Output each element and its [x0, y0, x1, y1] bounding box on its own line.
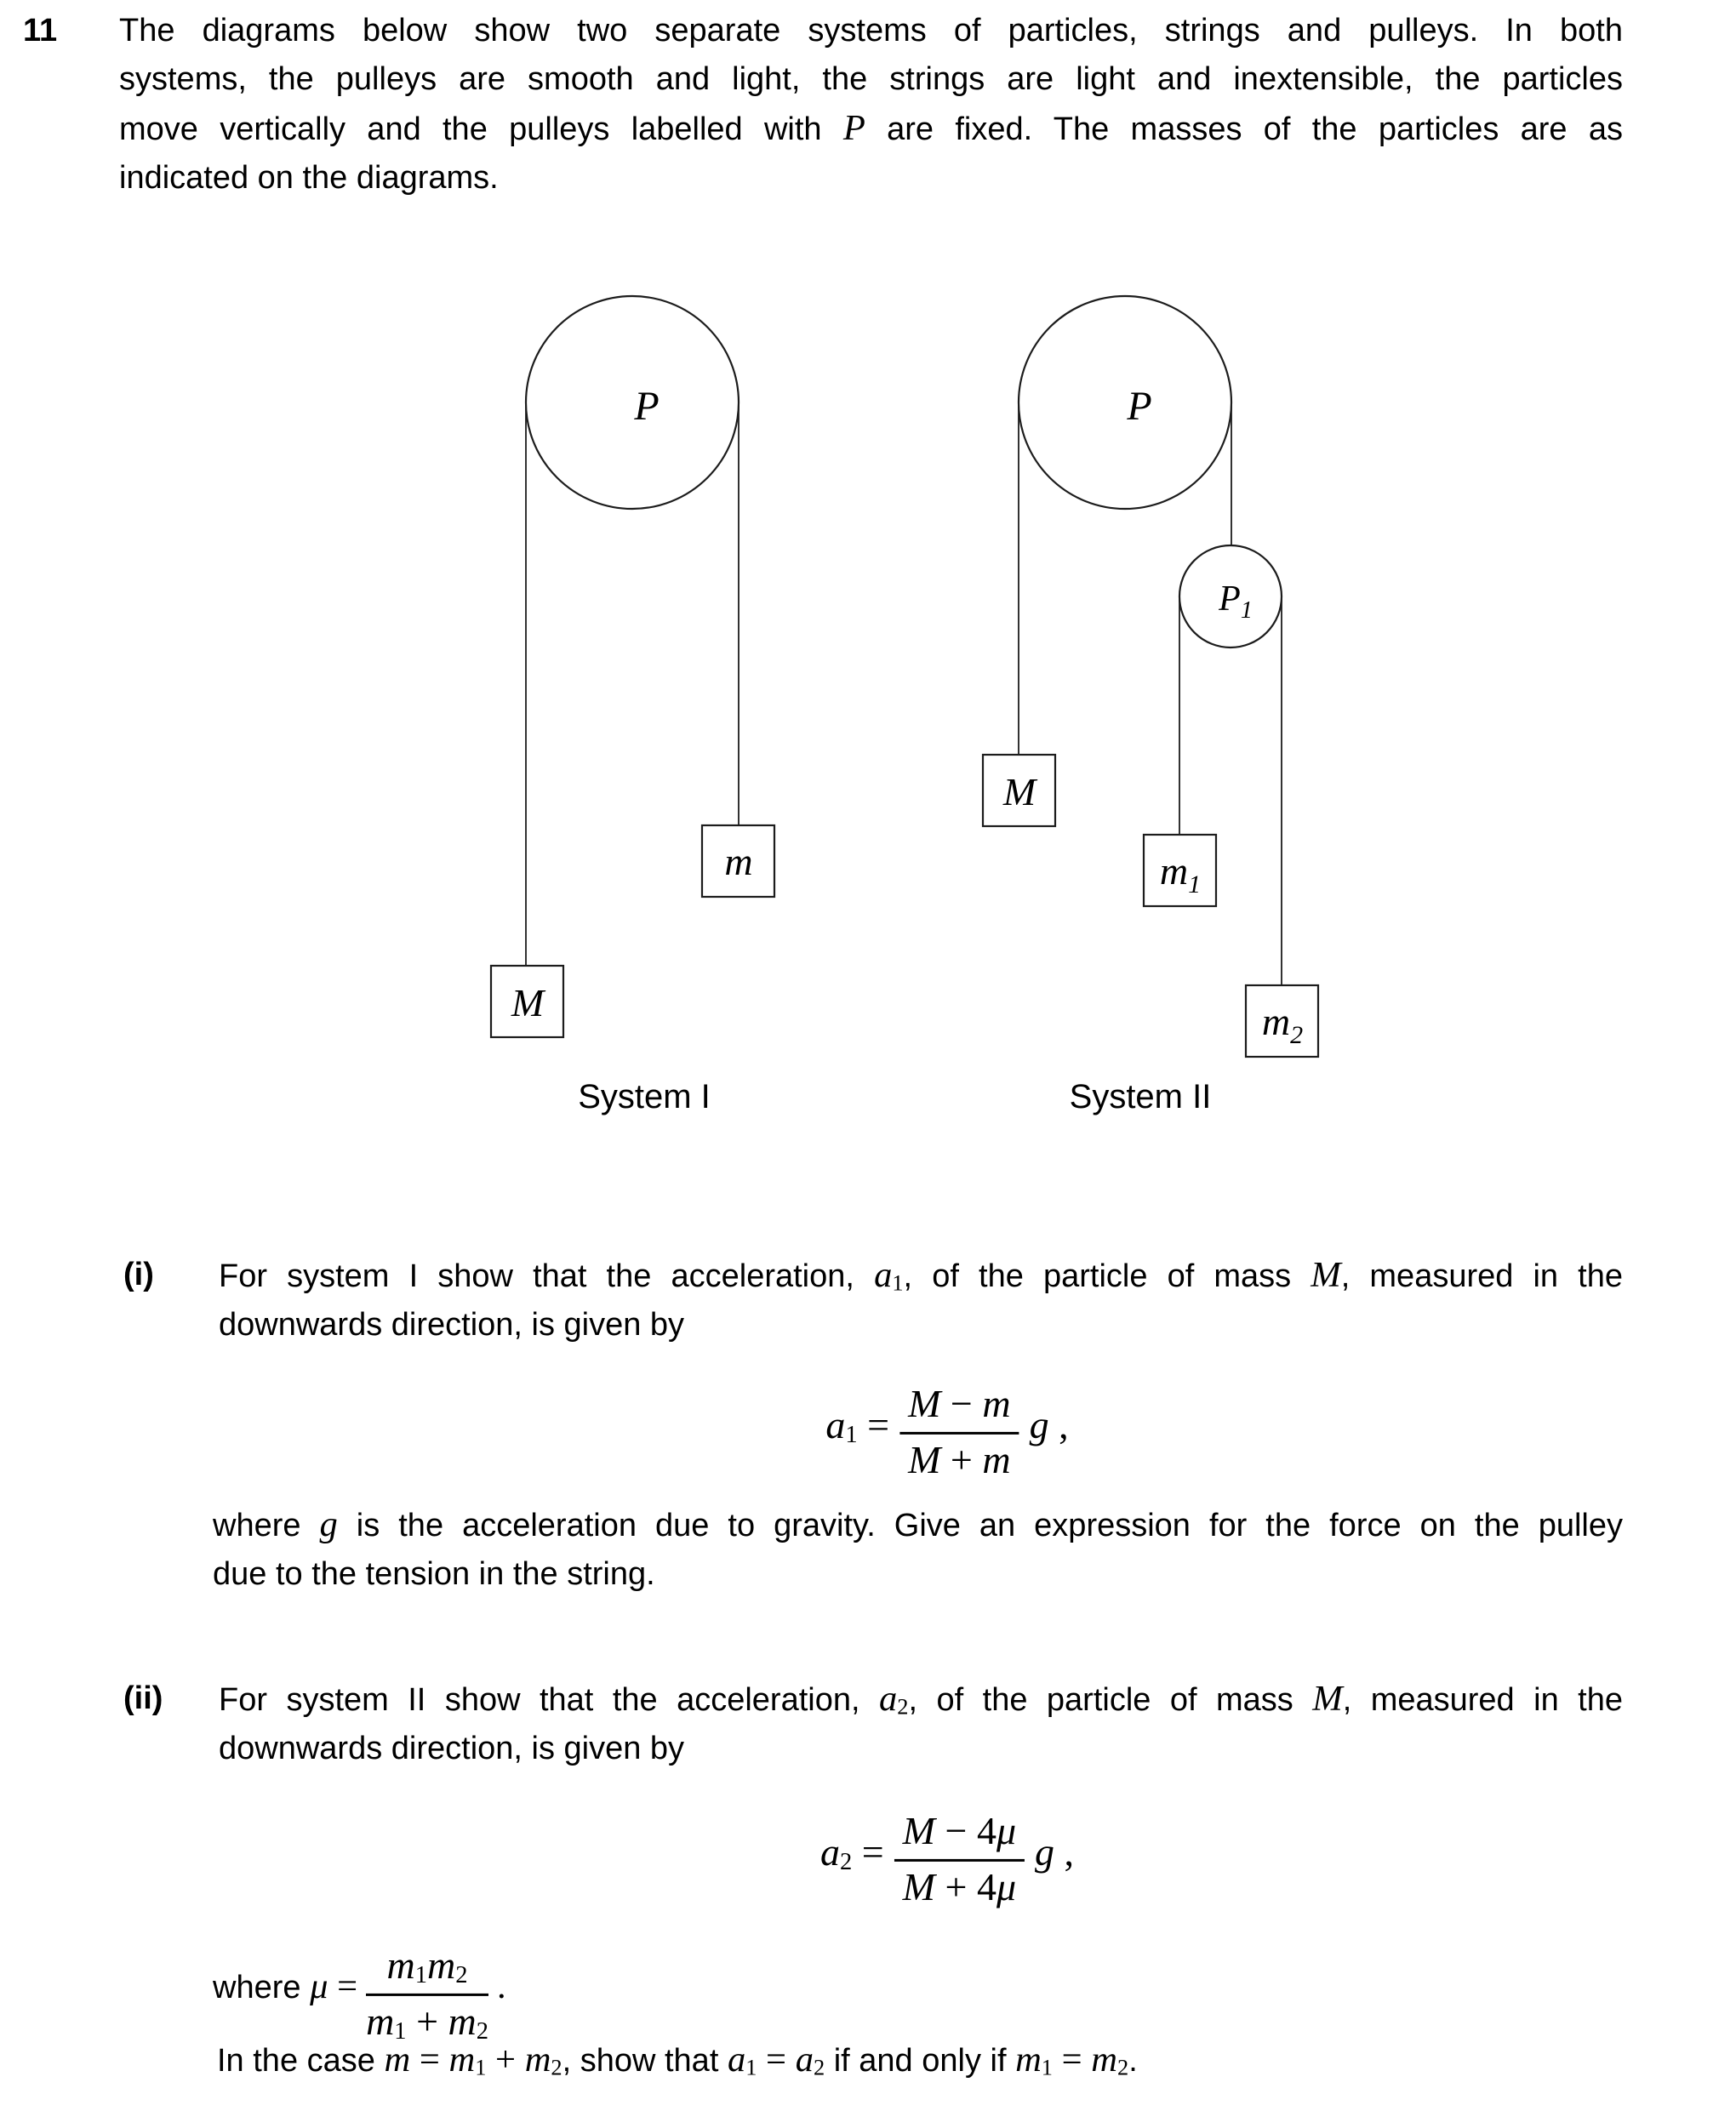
- mu-denominator: $m_1 + m_2$: [366, 1999, 489, 2045]
- equation-a1-lhs: $a_1$ =: [825, 1402, 890, 1448]
- equation-a2-numerator: M − 4μ: [894, 1810, 1025, 1862]
- equation-a2-denominator: M + 4μ: [902, 1864, 1017, 1908]
- mu-definition-suffix: .: [497, 1965, 506, 2006]
- pulley1-subscript: 1: [1240, 597, 1253, 624]
- system1-caption: System I: [578, 1078, 711, 1115]
- m1-subscript: 1: [1188, 870, 1202, 899]
- system2-caption: System II: [1069, 1078, 1212, 1115]
- equation-a1-rhs: g ,: [1029, 1402, 1069, 1446]
- part-i-followup-line: due to the tension in the string.: [213, 1556, 655, 1592]
- system2-pulley1-label: $P_1$: [1219, 579, 1253, 624]
- mu-numerator: $m_1m_2$: [366, 1944, 488, 1996]
- intro-line: move vertically and the pulleys labelled with P are fixed. The masses of the particles are as: [119, 108, 1623, 148]
- system1-diagram: [491, 296, 774, 1115]
- equation-a1-fraction: [899, 1383, 1019, 1481]
- part-ii-line: downwards direction, is given by: [219, 1731, 685, 1766]
- equation-a2-fraction: [894, 1810, 1025, 1908]
- system1-mass-M-label: M: [511, 981, 545, 1024]
- equation-a1-numerator: M − m: [899, 1383, 1019, 1435]
- system2-pulley-P: [1019, 296, 1231, 509]
- part-ii-label: (ii): [123, 1680, 163, 1716]
- equation-a2-rhs: g ,: [1035, 1829, 1075, 1874]
- part-i-followup: [213, 1500, 1623, 1599]
- part-i-line: downwards direction, is given by: [219, 1307, 685, 1343]
- system2-mass-M-label: M: [1002, 770, 1036, 813]
- m2-subscript: 2: [1290, 1021, 1304, 1049]
- equation-a1: [825, 1383, 1068, 1481]
- intro-line: systems, the pulleys are smooth and light, the strings are light and inextensible, the particles: [119, 61, 1623, 97]
- system2-mass-m1-label: $m_1$: [1159, 849, 1202, 899]
- mu-definition-prefix: where μ =: [213, 1965, 358, 2006]
- part-i-followup-line: where g is the acceleration due to gravity. Give an expression for the force on the pulley: [213, 1504, 1623, 1544]
- equation-a2: [820, 1810, 1074, 1908]
- intro-line: The diagrams below show two separate systems of particles, strings and pulleys. In both: [119, 13, 1623, 48]
- system1-mass-m-label: m: [724, 840, 753, 883]
- equation-a1-denominator: M + m: [908, 1437, 1011, 1481]
- part-ii-line: For system II show that the acceleration, $a_2$, of the particle of mass M, measured in the: [219, 1679, 1623, 1720]
- equation-a2-lhs: $a_2$ =: [819, 1829, 884, 1875]
- intro-line: indicated on the diagrams.: [119, 160, 499, 196]
- question-intro: [119, 7, 1623, 203]
- part-i-line: For system I show that the acceleration, $a_1$, of the particle of mass M, measured in the: [219, 1255, 1624, 1296]
- system1-pulley-label: P: [634, 384, 660, 429]
- mu-definition: [213, 1944, 506, 2043]
- system2-mass-m2-label: $m_2$: [1261, 1000, 1304, 1049]
- part-i-label: (i): [123, 1257, 154, 1292]
- question-number: 11: [23, 13, 58, 48]
- mu-fraction: [366, 1944, 488, 2043]
- final-statement: In the case $m = m_1 + m_2$, show that $a_1 = a_2$ if and only if $m_1 = m_2$.: [217, 2040, 1138, 2080]
- system2-diagram: [983, 296, 1318, 1115]
- system2-pulley-label: P: [1127, 384, 1152, 429]
- system1-pulley-P: [526, 296, 739, 509]
- part-ii-text: [219, 1674, 1623, 1773]
- pulley-diagram: [425, 255, 1379, 1132]
- part-i-text: [219, 1251, 1623, 1349]
